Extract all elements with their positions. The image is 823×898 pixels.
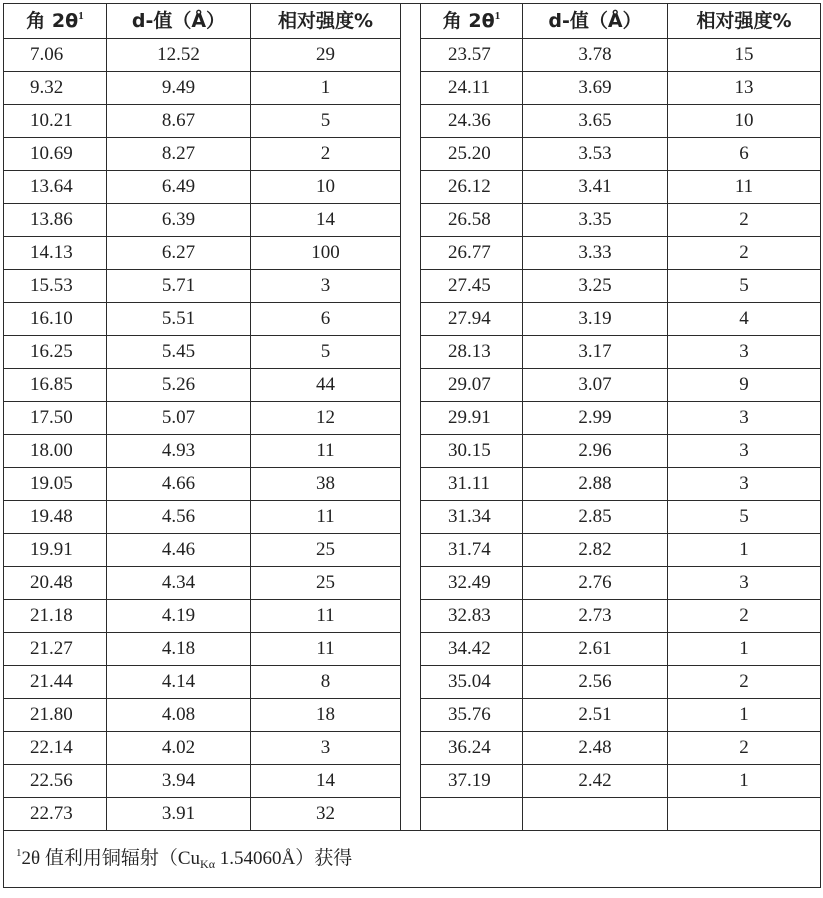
column-gap: [401, 600, 421, 633]
angle-cell-right: 26.77: [421, 237, 523, 270]
intensity-cell-left: 6: [251, 303, 401, 336]
angle-cell-right: 35.04: [421, 666, 523, 699]
intensity-cell-right: 6: [668, 138, 821, 171]
table-row: [4, 699, 821, 732]
table-row: [4, 105, 821, 138]
table-row: [4, 237, 821, 270]
intensity-cell-left: 38: [251, 468, 401, 501]
angle-cell-left: 22.56: [4, 765, 107, 798]
angle-cell-left: 20.48: [4, 567, 107, 600]
d-value-cell-right: 3.53: [523, 138, 668, 171]
d-value-cell-left: 5.51: [107, 303, 251, 336]
angle-cell-right: 31.34: [421, 501, 523, 534]
table-row: [4, 666, 821, 699]
d-value-cell-right: 2.82: [523, 534, 668, 567]
intensity-cell-left: 14: [251, 765, 401, 798]
angle-cell-right: 29.91: [421, 402, 523, 435]
d-value-cell-right: 2.88: [523, 468, 668, 501]
d-value-cell-right: 3.65: [523, 105, 668, 138]
intensity-cell-right: 3: [668, 468, 821, 501]
d-value-cell-right: 2.51: [523, 699, 668, 732]
intensity-cell-left: 5: [251, 105, 401, 138]
table-row: [4, 534, 821, 567]
angle-cell-right: 35.76: [421, 699, 523, 732]
angle-cell-right: 31.74: [421, 534, 523, 567]
d-value-cell-right: 2.76: [523, 567, 668, 600]
table-row: [4, 138, 821, 171]
column-gap: [401, 567, 421, 600]
angle-cell-left: 19.05: [4, 468, 107, 501]
d-value-cell-right: 3.07: [523, 369, 668, 402]
d-value-cell-right: 2.96: [523, 435, 668, 468]
column-gap: [401, 666, 421, 699]
angle-cell-left: 17.50: [4, 402, 107, 435]
d-value-cell-left: 5.07: [107, 402, 251, 435]
intensity-cell-left: 14: [251, 204, 401, 237]
angle-cell-right: 26.58: [421, 204, 523, 237]
d-value-cell-right: 3.19: [523, 303, 668, 336]
angle-cell-right: 37.19: [421, 765, 523, 798]
angle-cell-right: 30.15: [421, 435, 523, 468]
angle-cell-left: 9.32: [4, 72, 107, 105]
table-row: [4, 765, 821, 798]
d-value-cell-left: 5.71: [107, 270, 251, 303]
table-row: [4, 270, 821, 303]
intensity-cell-right: 15: [668, 39, 821, 72]
column-gap: [401, 534, 421, 567]
d-value-cell-right: 3.17: [523, 336, 668, 369]
intensity-cell-right: 10: [668, 105, 821, 138]
column-gap: [401, 402, 421, 435]
intensity-cell-left: 100: [251, 237, 401, 270]
angle-cell-right: 25.20: [421, 138, 523, 171]
intensity-cell-right: 2: [668, 600, 821, 633]
intensity-cell-left: 3: [251, 732, 401, 765]
intensity-cell-left: 8: [251, 666, 401, 699]
d-value-cell-right: 3.78: [523, 39, 668, 72]
column-gap: [401, 633, 421, 666]
angle-cell-left: 19.48: [4, 501, 107, 534]
intensity-cell-right: 5: [668, 501, 821, 534]
angle-cell-right: 26.12: [421, 171, 523, 204]
d-value-cell-left: 6.27: [107, 237, 251, 270]
angle-cell-left: 18.00: [4, 435, 107, 468]
column-gap: [401, 732, 421, 765]
angle-cell-left: 13.86: [4, 204, 107, 237]
d-value-cell-right: 2.48: [523, 732, 668, 765]
intensity-cell-right: 1: [668, 765, 821, 798]
intensity-cell-right: 13: [668, 72, 821, 105]
header-d-value-left: d-值（Å）: [107, 4, 251, 39]
table-row: [4, 567, 821, 600]
column-gap: [401, 138, 421, 171]
d-value-cell-right: 3.25: [523, 270, 668, 303]
intensity-cell-left: 25: [251, 534, 401, 567]
table-row: [4, 402, 821, 435]
column-gap: [401, 468, 421, 501]
d-value-cell-right: 2.42: [523, 765, 668, 798]
xrd-peak-table: [3, 3, 821, 888]
angle-cell-right: 32.49: [421, 567, 523, 600]
angle-cell-right: 27.94: [421, 303, 523, 336]
header-angle-left: 角 $2\theta^1$: [4, 4, 107, 39]
table-row: [4, 600, 821, 633]
d-value-cell-left: 8.67: [107, 105, 251, 138]
d-value-cell-left: 4.56: [107, 501, 251, 534]
angle-cell-left: 21.18: [4, 600, 107, 633]
column-gap: [401, 798, 421, 831]
intensity-cell-right: 1: [668, 534, 821, 567]
table-row: [4, 336, 821, 369]
intensity-cell-right: 2: [668, 237, 821, 270]
intensity-cell-left: 32: [251, 798, 401, 831]
angle-cell-right: 23.57: [421, 39, 523, 72]
angle-cell-left: 21.44: [4, 666, 107, 699]
angle-cell-left: 22.73: [4, 798, 107, 831]
d-value-cell-left: 6.49: [107, 171, 251, 204]
d-value-cell-left: 3.91: [107, 798, 251, 831]
d-value-cell-left: 4.14: [107, 666, 251, 699]
angle-cell-right: 24.36: [421, 105, 523, 138]
column-gap: [401, 171, 421, 204]
column-gap: [401, 39, 421, 72]
intensity-cell-right: 4: [668, 303, 821, 336]
table-row: [4, 171, 821, 204]
d-value-cell-right: 3.33: [523, 237, 668, 270]
d-value-cell-left: 4.19: [107, 600, 251, 633]
angle-cell-left: 21.80: [4, 699, 107, 732]
angle-cell-right: 36.24: [421, 732, 523, 765]
d-value-cell-left: 6.39: [107, 204, 251, 237]
intensity-cell-left: 44: [251, 369, 401, 402]
intensity-cell-left: 10: [251, 171, 401, 204]
d-value-cell-left: 4.93: [107, 435, 251, 468]
d-value-cell-left: 5.26: [107, 369, 251, 402]
intensity-cell-right: 2: [668, 666, 821, 699]
d-value-cell-right: 3.69: [523, 72, 668, 105]
column-gap: [401, 765, 421, 798]
intensity-cell-right: 11: [668, 171, 821, 204]
angle-cell-right: 28.13: [421, 336, 523, 369]
table-row: [4, 798, 821, 831]
column-gap: [401, 72, 421, 105]
intensity-cell-right: 3: [668, 567, 821, 600]
column-gap: [401, 336, 421, 369]
footnote: $^1$2θ 值利用铜辐射（$Cu_{K\alpha}$ 1.54060Å）获得: [4, 831, 821, 888]
angle-cell-right: 29.07: [421, 369, 523, 402]
intensity-cell-left: 11: [251, 600, 401, 633]
d-value-cell-left: 3.94: [107, 765, 251, 798]
d-value-cell-right: [523, 798, 668, 831]
intensity-cell-left: 11: [251, 501, 401, 534]
d-value-cell-left: 12.52: [107, 39, 251, 72]
angle-cell-right: 34.42: [421, 633, 523, 666]
d-value-cell-right: 3.41: [523, 171, 668, 204]
column-gap: [401, 435, 421, 468]
angle-cell-left: 7.06: [4, 39, 107, 72]
table-row: [4, 732, 821, 765]
intensity-cell-right: [668, 798, 821, 831]
intensity-cell-right: 2: [668, 732, 821, 765]
d-value-cell-right: 2.99: [523, 402, 668, 435]
angle-cell-left: 15.53: [4, 270, 107, 303]
intensity-cell-right: 1: [668, 699, 821, 732]
footnote-row: [4, 831, 821, 888]
angle-cell-right: 32.83: [421, 600, 523, 633]
column-gap: [401, 501, 421, 534]
header-d-value-right: d-值（Å）: [523, 4, 668, 39]
angle-cell-left: 16.10: [4, 303, 107, 336]
header-angle-right: 角 $2\theta^1$: [421, 4, 523, 39]
column-gap: [401, 105, 421, 138]
angle-cell-left: 19.91: [4, 534, 107, 567]
angle-cell-right: 27.45: [421, 270, 523, 303]
table-row: [4, 72, 821, 105]
angle-cell-left: 16.85: [4, 369, 107, 402]
column-gap: [401, 204, 421, 237]
angle-cell-left: 13.64: [4, 171, 107, 204]
d-value-cell-left: 4.66: [107, 468, 251, 501]
intensity-cell-left: 1: [251, 72, 401, 105]
table-row: [4, 204, 821, 237]
intensity-cell-left: 5: [251, 336, 401, 369]
angle-cell-left: 21.27: [4, 633, 107, 666]
d-value-cell-right: 2.61: [523, 633, 668, 666]
d-value-cell-right: 3.35: [523, 204, 668, 237]
header-row: [4, 4, 821, 39]
table-body: [4, 39, 821, 831]
intensity-cell-left: 11: [251, 633, 401, 666]
column-gap: [401, 4, 421, 39]
angle-cell-right: 24.11: [421, 72, 523, 105]
table-row: [4, 633, 821, 666]
column-gap: [401, 237, 421, 270]
d-value-cell-left: 5.45: [107, 336, 251, 369]
intensity-cell-left: 12: [251, 402, 401, 435]
intensity-cell-right: 9: [668, 369, 821, 402]
d-value-cell-left: 4.08: [107, 699, 251, 732]
d-value-cell-left: 4.18: [107, 633, 251, 666]
header-intensity-left: 相对强度%: [251, 4, 401, 39]
angle-cell-left: 14.13: [4, 237, 107, 270]
table-row: [4, 369, 821, 402]
column-gap: [401, 699, 421, 732]
intensity-cell-left: 25: [251, 567, 401, 600]
intensity-cell-left: 2: [251, 138, 401, 171]
column-gap: [401, 369, 421, 402]
angle-cell-right: [421, 798, 523, 831]
intensity-cell-right: 3: [668, 336, 821, 369]
table-row: [4, 468, 821, 501]
intensity-cell-right: 5: [668, 270, 821, 303]
table-row: [4, 39, 821, 72]
d-value-cell-left: 4.34: [107, 567, 251, 600]
angle-cell-right: 31.11: [421, 468, 523, 501]
d-value-cell-right: 2.73: [523, 600, 668, 633]
angle-cell-left: 16.25: [4, 336, 107, 369]
d-value-cell-left: 4.02: [107, 732, 251, 765]
d-value-cell-left: 8.27: [107, 138, 251, 171]
d-value-cell-left: 9.49: [107, 72, 251, 105]
intensity-cell-right: 3: [668, 402, 821, 435]
angle-cell-left: 10.21: [4, 105, 107, 138]
d-value-cell-right: 2.85: [523, 501, 668, 534]
angle-cell-left: 22.14: [4, 732, 107, 765]
d-value-cell-left: 4.46: [107, 534, 251, 567]
column-gap: [401, 303, 421, 336]
column-gap: [401, 270, 421, 303]
intensity-cell-left: 3: [251, 270, 401, 303]
intensity-cell-left: 18: [251, 699, 401, 732]
table-row: [4, 435, 821, 468]
angle-cell-left: 10.69: [4, 138, 107, 171]
intensity-cell-right: 1: [668, 633, 821, 666]
intensity-cell-right: 2: [668, 204, 821, 237]
table-row: [4, 303, 821, 336]
intensity-cell-right: 3: [668, 435, 821, 468]
table-row: [4, 501, 821, 534]
intensity-cell-left: 29: [251, 39, 401, 72]
d-value-cell-right: 2.56: [523, 666, 668, 699]
intensity-cell-left: 11: [251, 435, 401, 468]
header-intensity-right: 相对强度%: [668, 4, 821, 39]
